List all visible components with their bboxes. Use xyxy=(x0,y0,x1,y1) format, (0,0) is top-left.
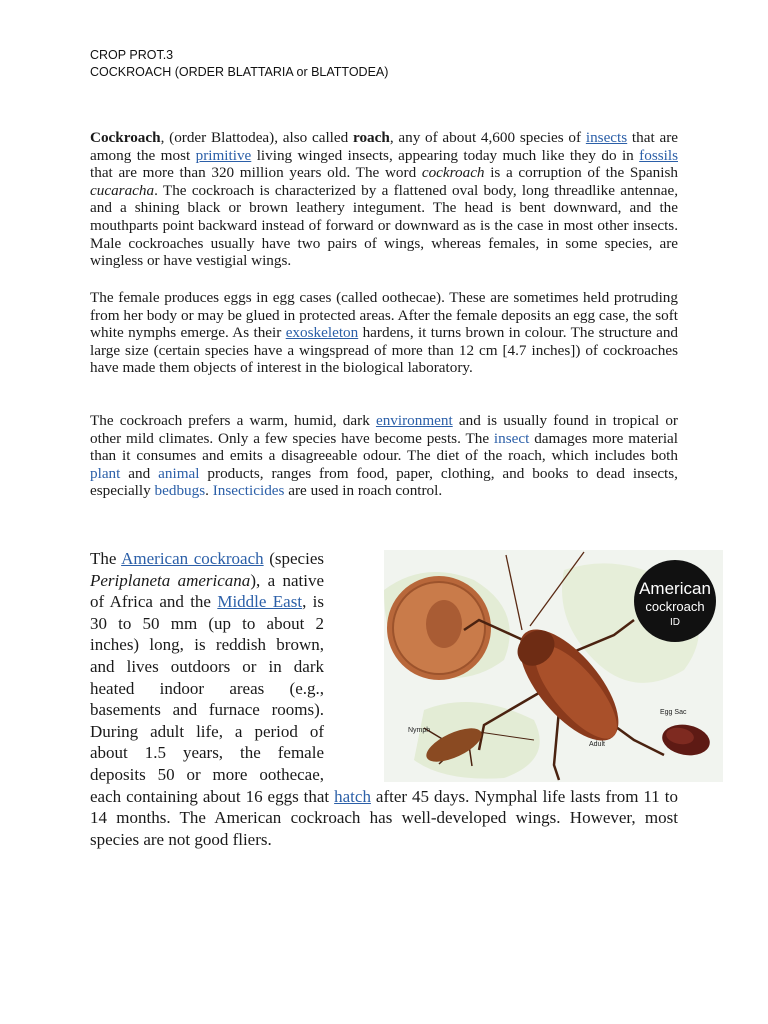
link-fossils[interactable]: fossils xyxy=(639,146,678,164)
link-middle-east[interactable]: Middle East xyxy=(217,592,303,612)
link-exoskeleton[interactable]: exoskeleton xyxy=(285,324,359,342)
link-american-cockroach[interactable]: American cockroach xyxy=(121,549,264,568)
course-code: CROP PROT.3 xyxy=(90,48,174,62)
link-insect[interactable]: insect xyxy=(493,429,530,447)
link-insecticides[interactable]: Insecticides xyxy=(212,482,285,500)
egg-sac-label: Egg Sac xyxy=(660,709,687,716)
badge-icon xyxy=(634,560,716,642)
document-title: COCKROACH (ORDER BLATTARIA or BLATTODEA) xyxy=(90,65,389,79)
link-primitive[interactable]: primitive xyxy=(195,146,252,164)
adult-label: Adult xyxy=(589,741,605,748)
penny-icon xyxy=(387,576,491,680)
paragraph-american: The American cockroach (species Periplaneta americana), a native of Africa and the Middle East, is 30 to 50 mm (up to about 2 inches) long, is reddish brown, and lives outdoors or in dark heated indoor areas (e.g., basements and furnace rooms). During adult life, a period of about 1.5 years, the female deposits 50 or more oothecae, each containing about 16 eggs that hatch after 45 days. Nymphal life lasts from 11 to 14 months. The American cockroach has well-developed wings. However, most species are not good fliers. xyxy=(90,549,678,849)
link-animal[interactable]: animal xyxy=(158,464,200,482)
badge-line-1: American xyxy=(639,579,711,598)
paragraph-eggs: The female produces eggs in egg cases (called oothecae). These are sometimes held protruding from her body or may be glued in protected areas. After the female deposits an egg case, the soft white nymphs emerge. As their exoskeleton hardens, it turns brown in colour. The structure and large size (certain species have a wingspread of more than 12 cm [4.7 inches]) of cockroaches have made them objects of interest in the biological laboratory. xyxy=(90,289,679,377)
cockroach-illustration xyxy=(384,550,723,782)
link-environment[interactable]: environment xyxy=(375,412,453,429)
paragraph-habitat: The cockroach prefers a warm, humid, dark environment and is usually found in tropical or other mild climates. Only a few species have become pests. The insect damages more material than it consumes and emits a disagreeable odour. The diet of the roach, which includes both plant and animal products, ranges from food, paper, clothing, and books to dead insects, especially bedbugs. Insecticides are used in roach control. xyxy=(90,412,678,500)
american-cockroach-image xyxy=(384,550,723,782)
paragraph-intro: Cockroach, (order Blattodea), also called roach, any of about 4,600 species of insects that are among the most primitive living winged insects, appearing today much like they do in fossils that are more than 320 million years old. The word cockroach is a corruption of the Spanish cucaracha. The cockroach is characterized by a flattened oval body, long threadlike antennae, and a shining black or brown leathery integument. The head is bent downward, and the mouthparts point backward instead of forward or downward as is the case in most other insects. Male cockroaches usually have two pairs of wings, whereas females, in some species, are wingless or have vestigial wings. xyxy=(90,129,678,270)
nymph-label: Nymph xyxy=(408,727,431,734)
egg-sac-icon xyxy=(660,721,712,759)
badge-line-3: ID xyxy=(670,617,680,628)
link-insects[interactable]: insects xyxy=(585,129,628,146)
document-header xyxy=(90,47,388,81)
link-bedbugs[interactable]: bedbugs xyxy=(154,482,206,500)
link-hatch[interactable]: hatch xyxy=(334,786,371,806)
badge-line-2: cockroach xyxy=(645,599,705,614)
link-plant[interactable]: plant xyxy=(90,464,121,482)
